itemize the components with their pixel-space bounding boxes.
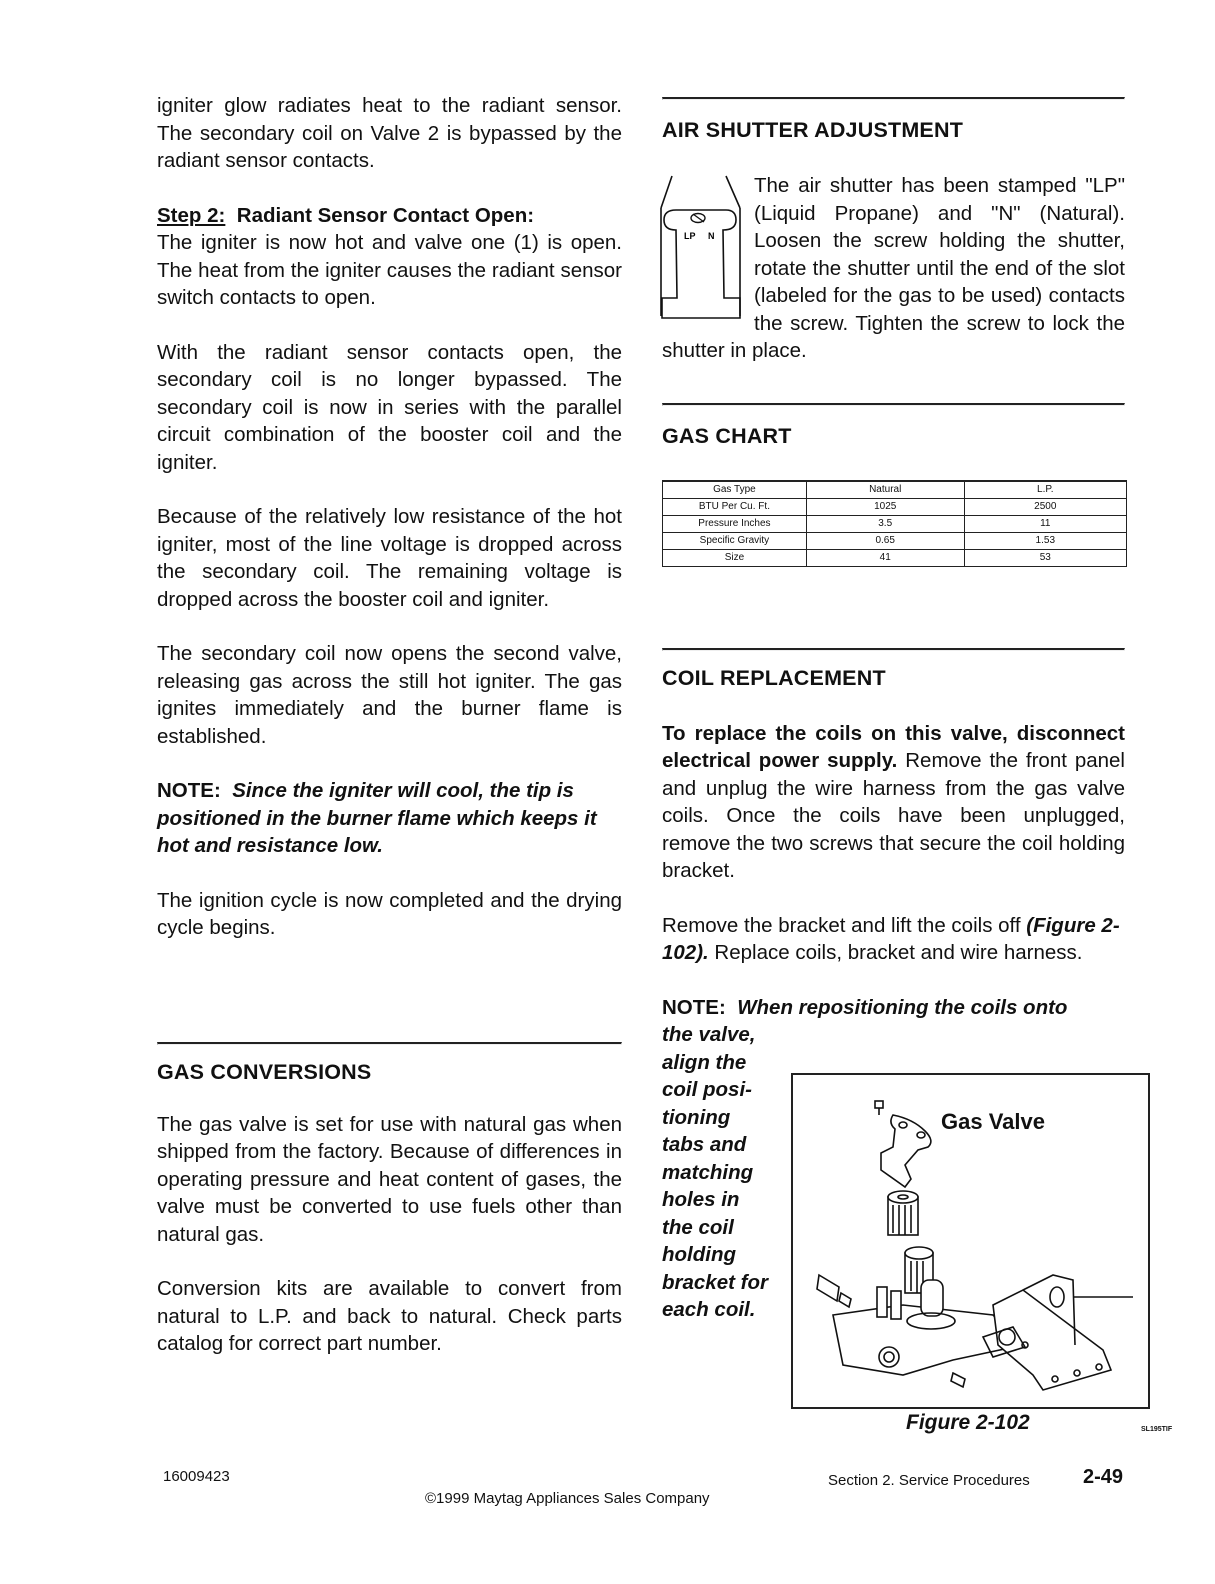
footer-section: Section 2. Service Procedures xyxy=(828,1472,1030,1489)
footer-page-number: 2-49 xyxy=(1083,1466,1124,1488)
table-row xyxy=(663,533,1127,550)
gas-conversions-section xyxy=(157,1042,622,1358)
paragraph-secondary-coil: With the radiant sensor contacts open, the secondary coil is no longer bypassed. The secondary coil is now in series with the parallel circuit combination of the booster coil and the igniter. xyxy=(157,340,622,474)
coil-note-line1 xyxy=(662,994,1125,1022)
step-2-text: The igniter is now hot and valve one (1) is open. The heat from the igniter causes the radiant sensor switch contacts to open. xyxy=(157,231,622,309)
table-cell: Size xyxy=(663,550,807,567)
note-line: bracket for xyxy=(662,1270,768,1294)
paragraph-ignition-complete: The ignition cycle is now completed and the drying cycle begins. xyxy=(157,888,622,939)
note-line: each coil. xyxy=(662,1298,756,1321)
table-header-cell: Natural xyxy=(806,481,964,499)
coil-replacement-para1 xyxy=(662,720,1125,885)
step-2-title: Radiant Sensor Contact Open: xyxy=(236,203,535,227)
table-cell: 53 xyxy=(964,550,1126,567)
figure-caption: Figure 2-102 xyxy=(906,1411,1030,1434)
gas-chart-table xyxy=(662,480,1127,567)
note-line: coil posi- xyxy=(662,1078,752,1101)
step-2-section xyxy=(157,202,622,230)
table-cell: 0.65 xyxy=(806,533,964,550)
note-label: NOTE: xyxy=(662,995,726,1019)
svg-text:LP: LP xyxy=(684,231,696,241)
left-column xyxy=(157,92,622,942)
gas-conversions-heading: GAS CONVERSIONS xyxy=(157,1060,372,1084)
air-shutter-section xyxy=(662,97,1125,145)
table-row xyxy=(663,499,1127,516)
figure-label: Gas Valve xyxy=(941,1109,1045,1134)
table-cell: 1.53 xyxy=(964,533,1126,550)
note-line: align the xyxy=(662,1050,747,1074)
step-2-label: Step 2: xyxy=(157,203,226,227)
warning-lead: To replace the coils on this valve, disconnect electrical power supply. xyxy=(662,721,1125,772)
note-line: holding xyxy=(662,1243,737,1266)
table-cell: 1025 xyxy=(806,499,964,516)
footer-copyright: ©1999 Maytag Appliances Sales Company xyxy=(425,1490,710,1507)
note-text: Since the igniter will cool, the tip is positioned in the burner flame which keeps it hot and resistance low. xyxy=(157,779,597,857)
table-header-cell: L.P. xyxy=(964,481,1126,499)
paragraph-second-valve: The secondary coil now opens the second valve, releasing gas across the still hot igniter. The gas ignites immediately and the burner flame is established. xyxy=(157,642,622,748)
table-cell: Specific Gravity xyxy=(663,533,807,550)
table-row xyxy=(663,516,1127,533)
note-line: tioning xyxy=(662,1105,731,1129)
coil-replacement-heading: COIL REPLACEMENT xyxy=(662,666,886,690)
gas-chart-section xyxy=(662,403,1125,451)
gas-conversions-para1: The gas valve is set for use with natural gas when shipped from the factory. Because of differences in operating pressure and heat content of gases, the valve must be converted to use fuels other than natural gas. xyxy=(157,1112,622,1246)
coil-note-continuation xyxy=(662,1021,787,1324)
paragraph-radiant-sensor-intro: igniter glow radiates heat to the radiant sensor. The secondary coil on Valve 2 is bypassed by the radiant sensor contacts. xyxy=(157,94,622,172)
air-shutter-heading: AIR SHUTTER ADJUSTMENT xyxy=(662,118,964,142)
table-cell: 11 xyxy=(964,516,1126,533)
svg-text:N: N xyxy=(708,231,715,241)
note-line: tabs and xyxy=(662,1133,747,1156)
note-text-line1: When repositioning the coils onto xyxy=(737,995,1068,1019)
table-header-cell: Gas Type xyxy=(663,481,807,499)
para2-start: Remove the bracket and lift the coils off xyxy=(662,913,1027,937)
note-line: matching xyxy=(662,1160,754,1184)
gas-chart-heading: GAS CHART xyxy=(662,424,792,448)
coil-replacement-para2 xyxy=(662,912,1125,967)
table-cell: 41 xyxy=(806,550,964,567)
gas-conversions-para2: Conversion kits are available to convert from natural to L.P. and back to natural. Check parts catalog for correct part number. xyxy=(157,1277,622,1355)
para1-rest: Remove the front panel and unplug the wire harness from the gas valve coils. Once the coils have been unplugged, remove the two screws that secure the coil holding bracket. xyxy=(662,749,1125,882)
table-cell: 3.5 xyxy=(806,516,964,533)
table-cell: Pressure Inches xyxy=(663,516,807,533)
note-label: NOTE: xyxy=(157,779,221,802)
para2-end: Replace coils, bracket and wire harness. xyxy=(708,941,1083,964)
figure-code: SL195TIF xyxy=(1141,1426,1173,1433)
gas-valve-figure xyxy=(791,1073,1150,1409)
air-shutter-text: The air shutter has been stamped "LP" (Liquid Propane) and "N" (Natural). Loosen the screw holding the shutter, rotate the shutter until the end of the slot (labeled for the gas to be used) contacts the screw. Tighten the screw to lock the shutter in place. xyxy=(662,174,1125,362)
gas-chart-table-wrap xyxy=(662,480,1127,567)
table-row xyxy=(663,550,1127,567)
air-shutter-text-wrap xyxy=(662,172,1125,365)
table-header-row xyxy=(663,481,1127,499)
note-line: holes in xyxy=(662,1188,740,1211)
figure-reference: (Figure 2-102). xyxy=(662,913,1120,964)
note-igniter xyxy=(157,777,622,860)
paragraph-low-resistance: Because of the relatively low resistance of the hot igniter, most of the line voltage is dropped across the secondary coil. The remaining voltage is dropped across the booster coil and igniter. xyxy=(157,505,622,611)
footer-doc-number: 16009423 xyxy=(163,1468,230,1485)
gas-valve-illustration xyxy=(793,1075,1148,1407)
note-line: the coil xyxy=(662,1215,734,1239)
table-cell: BTU Per Cu. Ft. xyxy=(663,499,807,516)
note-line: the valve, xyxy=(662,1023,756,1046)
table-cell: 2500 xyxy=(964,499,1126,516)
